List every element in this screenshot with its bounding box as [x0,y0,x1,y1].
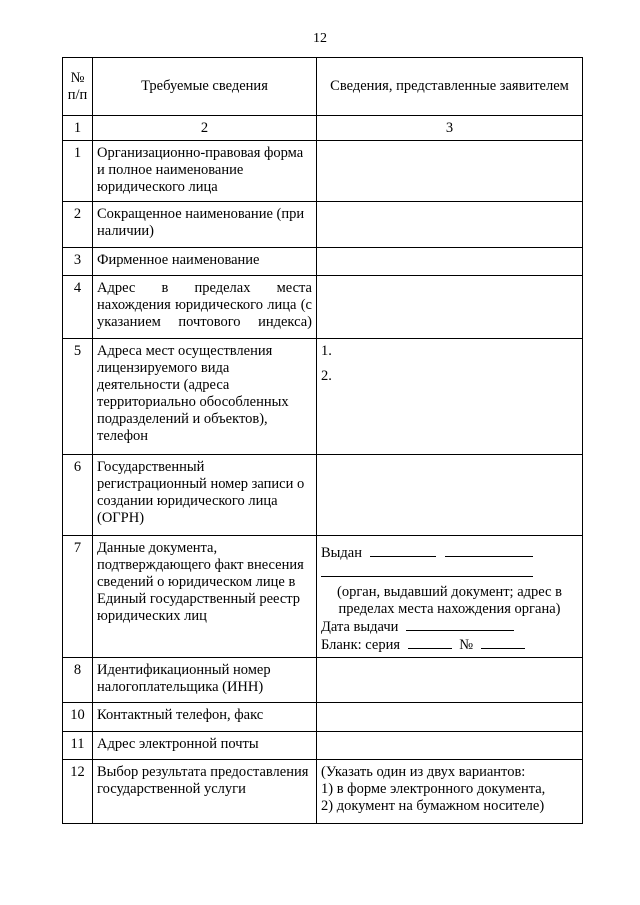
required-info: Фирменное наименование [93,248,317,276]
table-row [63,732,583,760]
issue-date-line [321,618,578,636]
header-provided-info: Сведения, представленные заявителем [317,58,583,116]
table-row [63,141,583,202]
page-number: 12 [313,31,327,46]
required-info: Организационно-правовая форма и полное наименование юридического лица [93,141,317,202]
issue-date-blank[interactable] [406,618,514,631]
required-info: Контактный телефон, факс [93,703,317,732]
result-option-paper: 2) документ на бумажном носителе) [321,798,545,814]
required-info: Выбор результата предоставления государственной услуги [93,760,317,824]
header-number: № п/п [63,58,93,116]
application-table [62,57,583,824]
result-option-electronic: 1) в форме электронного документа, [321,781,546,797]
row-number: 3 [63,248,93,276]
answer-field[interactable] [317,732,583,760]
required-info: Адрес электронной почты [93,732,317,760]
answer-field[interactable] [317,536,583,658]
answer-field[interactable] [317,455,583,536]
row-number: 7 [63,536,93,658]
form-series-label: Бланк: серия [321,637,400,653]
column-index-row [63,116,583,141]
column-index: 2 [93,116,317,141]
answer-field[interactable] [317,141,583,202]
row-number: 1 [63,141,93,202]
table-row [63,339,583,455]
result-instruction: (Указать один из двух вариантов: [321,764,526,780]
answer-field[interactable] [317,339,583,455]
row-number: 10 [63,703,93,732]
row-number: 12 [63,760,93,824]
table-header-row [63,58,583,116]
issue-date-label: Дата выдачи [321,619,399,635]
answer-field[interactable] [317,248,583,276]
issued-blank[interactable] [370,544,436,557]
answer-field[interactable] [317,703,583,732]
required-info: Идентификационный номер налогоплательщика (ИНН) [93,658,317,703]
table-row [63,276,583,339]
row-number: 5 [63,339,93,455]
header-required-info: Требуемые сведения [93,58,317,116]
required-info: Сокращенное наименование (при наличии) [93,202,317,248]
table-row [63,658,583,703]
table-row [63,703,583,732]
row-number: 6 [63,455,93,536]
address-item-1: 1. [321,343,332,359]
row-number: 2 [63,202,93,248]
answer-field[interactable] [317,658,583,703]
row-number: 8 [63,658,93,703]
required-info: Адрес в пределах места нахождения юридического лица (с указанием почтового индекса) [93,276,317,339]
issuer-note: (орган, выдавший документ; адрес в пределах места нахождения органа) [337,584,562,617]
table-row [63,455,583,536]
form-series-line [321,636,578,654]
number-blank[interactable] [481,636,525,649]
issuer-blank[interactable] [321,564,533,577]
issued-blank[interactable] [445,544,533,557]
column-index: 3 [317,116,583,141]
table-row [63,202,583,248]
address-item-2: 2. [321,368,332,384]
column-index: 1 [63,116,93,141]
required-info: Данные документа, подтверждающего факт внесения сведений о юридическом лице в Единый государственный реестр юридических лиц [93,536,317,658]
row-number: 11 [63,732,93,760]
answer-field[interactable] [317,202,583,248]
issued-label: Выдан [321,545,362,561]
answer-field[interactable] [317,276,583,339]
number-sign: № [459,637,474,653]
table-row [63,760,583,824]
row-number: 4 [63,276,93,339]
issued-line [321,544,578,562]
required-info: Государственный регистрационный номер записи о создании юридического лица (ОГРН) [93,455,317,536]
answer-field[interactable] [317,760,583,824]
required-info: Адреса мест осуществления лицензируемого вида деятельности (адреса территориально обособленных подразделений и объектов), телефон [93,339,317,455]
table-row [63,248,583,276]
series-blank[interactable] [408,636,452,649]
table-row [63,536,583,658]
